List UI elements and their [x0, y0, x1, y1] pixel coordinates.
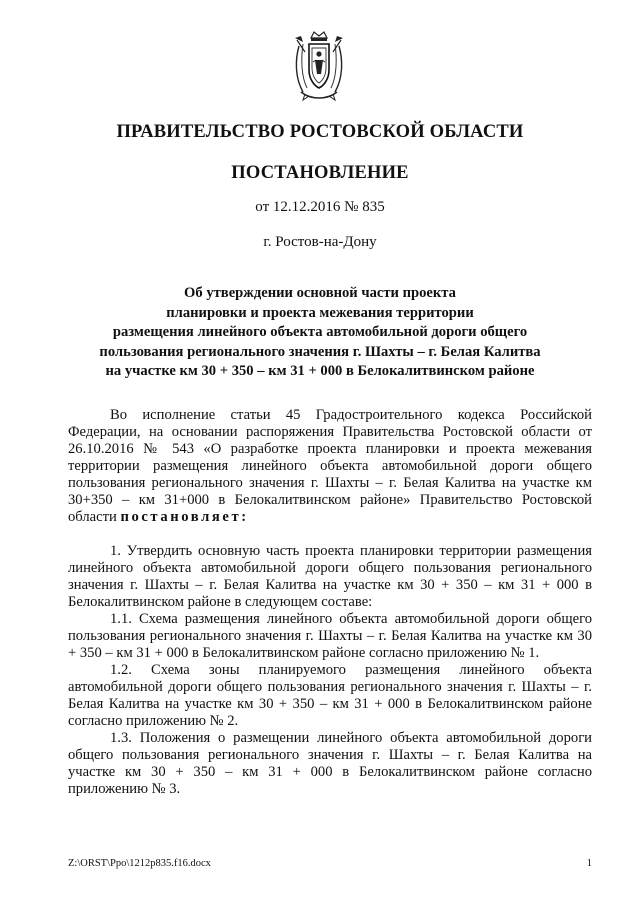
document-type-title: ПОСТАНОВЛЕНИЕ	[231, 163, 409, 183]
subject-line: планировки и проекта межевания территории	[166, 304, 474, 321]
preamble-text: Во исполнение статьи 45 Градостроительного кодекса Российской Федерации, на основании распоряжения Правительства Ростовской области от 26.10.2016 № 543 «О разработке проекта планировки и проекта межевания территории размещения линейного объекта автомобильной дороги общего пользования регионального значения г. Шахты – г. Белая Калитва на участке км 30+350 – км 31+000 в Белокалитвинском районе» Правительство Ростовской области	[68, 407, 592, 525]
document-subject	[60, 284, 580, 382]
file-path: Z:\ORST\Ppo\1212p835.f16.docx	[68, 858, 211, 869]
coat-of-arms-icon	[291, 30, 347, 102]
item-1-2-paragraph: 1.2. Схема зоны планируемого размещения линейного объекта автомобильной дороги общего пользования регионального значения г. Шахты – г. Белая Калитва на участке км 30 + 350 – км 31 + 000 в Белокалитвинском районе согласно приложению № 2.	[68, 662, 592, 729]
subject-line: пользования регионального значения г. Шахты – г. Белая Калитва	[99, 343, 541, 360]
subject-line: Об утверждении основной части проекта	[184, 285, 456, 301]
document-body	[68, 407, 592, 798]
preamble-paragraph	[68, 407, 592, 526]
item-1-1-paragraph: 1.1. Схема размещения линейного объекта автомобильной дороги общего пользования регионального значения г. Шахты – г. Белая Калитва на участке км 30 + 350 – км 31 + 000 в Белокалитвинском районе согласно приложению № 1.	[68, 611, 592, 661]
document-city: г. Ростов-на-Дону	[263, 234, 377, 250]
item-1-3-paragraph: 1.3. Положения о размещении линейного объекта автомобильной дороги общего пользования регионального значения г. Шахты – г. Белая Калитва на участке км 30 + 350 – км 31 + 000 в Белокалитвинском районе согласно приложению № 3.	[68, 730, 592, 797]
document-date-number: от 12.12.2016 № 835	[255, 199, 385, 215]
resolve-word: постановляет:	[120, 509, 249, 525]
page-number: 1	[586, 858, 592, 869]
subject-line: на участке км 30 + 350 – км 31 + 000 в Белокалитвинском районе	[105, 363, 535, 379]
item-1-paragraph: 1. Утвердить основную часть проекта планировки территории размещения линейного объекта автомобильной дороги общего пользования регионального значения г. Шахты – г. Белая Калитва на участке км 30 + 350 – км 31 + 000 в Белокалитвинском районе в следующем составе:	[68, 543, 592, 610]
organization-title: ПРАВИТЕЛЬСТВО РОСТОВСКОЙ ОБЛАСТИ	[116, 122, 524, 142]
subject-line: размещения линейного объекта автомобильной дороги общего	[112, 324, 528, 340]
